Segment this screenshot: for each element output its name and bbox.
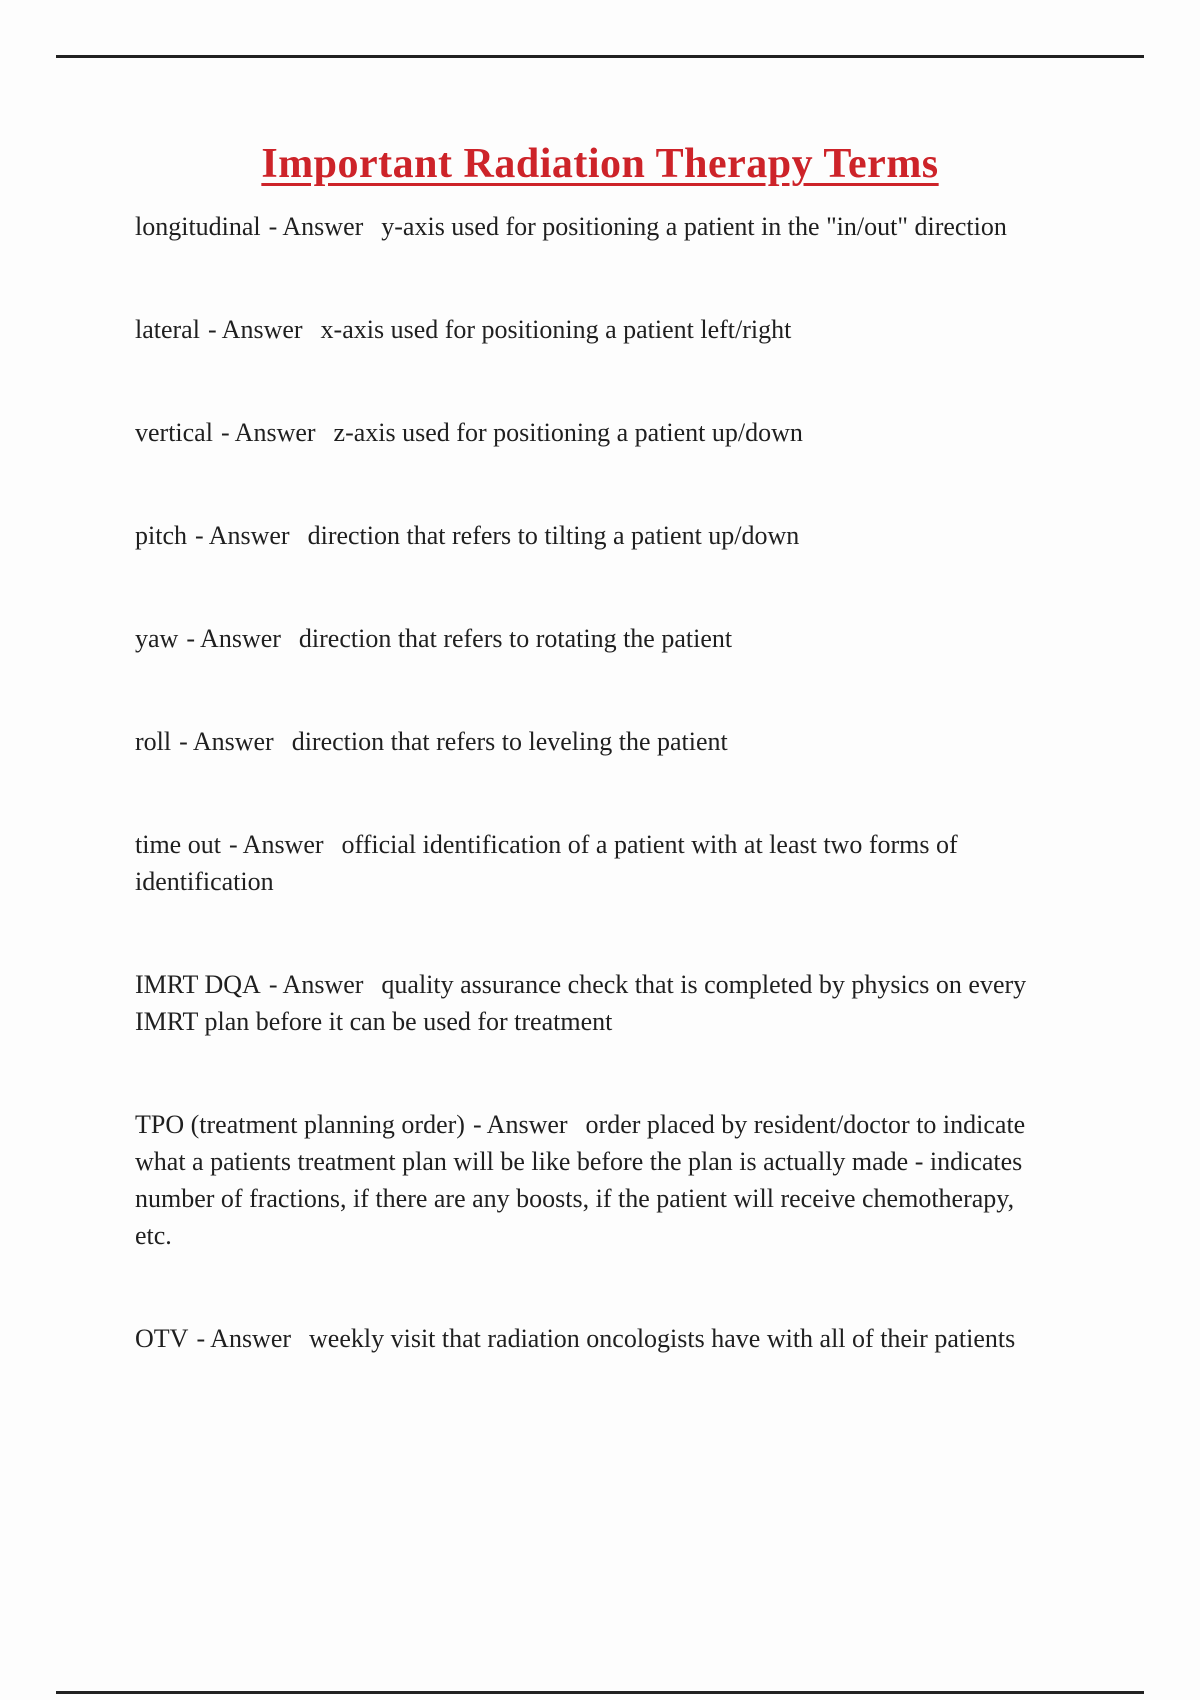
term: time out — [135, 830, 221, 859]
answer-label: - Answer — [220, 418, 316, 447]
entry-longitudinal — [135, 208, 1035, 245]
definition: official identification of a patient with at least two forms of identification — [135, 830, 958, 896]
page-title: Important Radiation Therapy Terms — [261, 141, 939, 187]
term: lateral — [135, 315, 200, 344]
term: yaw — [135, 624, 179, 653]
term: pitch — [135, 521, 187, 550]
answer-label: - Answer — [228, 830, 324, 859]
term: TPO (treatment planning order) — [135, 1110, 465, 1139]
term: vertical — [135, 418, 213, 447]
answer-label: - Answer — [268, 970, 364, 999]
answer-label: - Answer — [268, 212, 364, 241]
answer-label: - Answer — [195, 521, 290, 550]
definition: direction that refers to tilting a patient up/down — [307, 521, 800, 550]
entry-lateral — [135, 311, 1035, 348]
definition: direction that refers to rotating the patient — [298, 624, 733, 653]
term: OTV — [135, 1324, 189, 1353]
term: longitudinal — [135, 212, 261, 241]
entry-pitch — [135, 517, 1035, 554]
entry-roll — [135, 723, 1035, 760]
entry-yaw — [135, 620, 1035, 657]
definition: order placed by resident/doctor to indicate what a patients treatment plan will be like before the plan is actually made - indicates number of fractions, if there are any boosts, if the patient will receive chemotherapy, etc. — [135, 1110, 1026, 1250]
definition: x-axis used for positioning a patient left/right — [320, 315, 792, 344]
answer-label: - Answer — [186, 624, 281, 653]
footer-rule — [56, 1691, 1144, 1694]
term: roll — [135, 727, 172, 756]
entry-imrt-dqa — [135, 966, 1035, 1040]
answer-label: - Answer — [179, 727, 274, 756]
answer-label: - Answer — [196, 1324, 292, 1353]
definition: z-axis used for positioning a patient up/down — [333, 418, 803, 447]
terms-list — [135, 208, 1035, 1423]
answer-label: - Answer — [472, 1110, 568, 1139]
entry-otv — [135, 1320, 1035, 1357]
definition: y-axis used for positioning a patient in the "in/out" direction — [381, 212, 1007, 241]
definition: weekly visit that radiation oncologists have with all of their patients — [309, 1324, 1016, 1353]
term: IMRT DQA — [135, 970, 261, 999]
entry-tpo — [135, 1106, 1035, 1254]
answer-label: - Answer — [207, 315, 303, 344]
definition: direction that refers to leveling the patient — [291, 727, 728, 756]
entry-time-out — [135, 826, 1035, 900]
entry-vertical — [135, 414, 1035, 451]
header-rule — [56, 55, 1144, 58]
definition: quality assurance check that is completed by physics on every IMRT plan before it can be used for treatment — [135, 970, 1027, 1036]
